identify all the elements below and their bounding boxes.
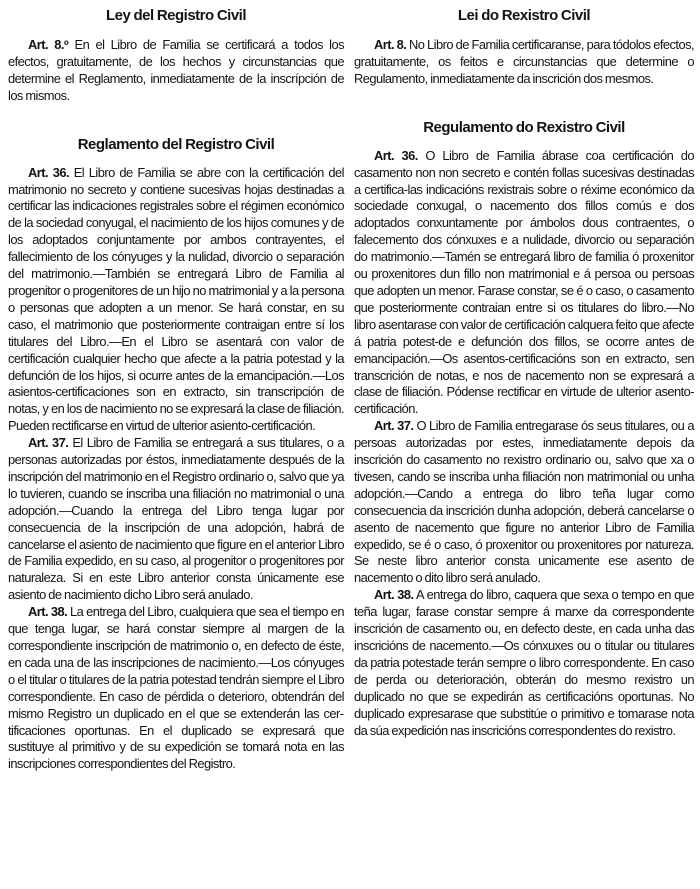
- law-title-es: Ley del Registro Civil: [105, 7, 247, 24]
- article-37-label-es: Art. 37.: [28, 435, 69, 451]
- article-36-text-es: El Libro de Familia se abre con la certificación del matrimonio no secreto y contiene sucesivas hojas destinadas a certificar las indicaciones registrales sobre el régimen económico de la sociedad conyugal, el nacimiento de los hijos comunes y de los adoptados conjuntamente por ambos contrayentes, el fallecimiento de los cónyuges y la nulidad, divorcio o separación del matrimonio.—También se entregará Libro de Familia al progenitor o progenitores de un hijo no matrimonial y a la persona o personas que adopten a un menor. Se hará constar, en su caso, el matrimonio que posteriormente contraigan entre sí los titulares del Libro.—En el Libro se asentará con valor de certificación cualquier hecho que afecte a la patria potestad y la defunción de los hijos, si ocurre antes de la emancipación.—Los asientos-certificaciones son en extracto, sin transcripción de notas, y en los de nacimiento no se expresará la clase de filiación. Pueden rectificarse en virtud de ulterior asiento-certificación.: [8, 164, 344, 434]
- regulation-articles-gl: [354, 148, 694, 740]
- article-38-gl: [354, 587, 694, 739]
- law-article-block-gl: [354, 37, 694, 88]
- galician-column: [354, 6, 694, 889]
- regulation-title-es: Reglamento del Registro Civil: [77, 135, 275, 153]
- article-36-es: [8, 165, 344, 436]
- regulation-title-gl: Regulamento do Rexistro Civil: [423, 118, 625, 136]
- article-36-label-gl: Art. 36.: [374, 147, 418, 163]
- article-38-label-es: Art. 38.: [28, 604, 68, 620]
- article-37-gl: [354, 418, 694, 587]
- article-8-es: [8, 37, 344, 105]
- regulation-articles-es: [8, 165, 344, 774]
- article-37-label-gl: Art. 37.: [374, 418, 414, 434]
- article-36-text-gl: O Libro de Familia ábrase coa certificación do casamento non non secreto e contén follas sucesivas destinadas a certifica-las indicacións rexistrais sobre o réxime económico da sociedade conxugal, o nacemento dos fillos comús e dos adoptados conxuntamente por ámbolos dous contraentes, o falecemento dos cónxuxes e a nulidade, divorcio ou separación do matrimonio.—Tamén se entregará libro de familia ó proxenitor ou proxenitores dun fillo non matrimonial e á persoa ou persoas que adopten un menor. Farase constar, se é o caso, o casamento que posteriormente contraian entre si os titulares do libro.—No libro asentarase con valor de certificación calquera feito que afecte á patria potest-de e defunción dos fillos, se ocorre antes de emancipación.—Os asentos-certificacións son en extracto, sen transcrición de notas, e nos de nacemento non se expresará a clase de filiación. Pódense rectificar en virtude de ulterior asento-certificación.: [354, 147, 694, 417]
- article-8-text-es: En el Libro de Familia se certificará a todos los efectos, gratuitamente, de los hechos y circunstancias que determine el Reglamento, inmediatamente de la inscrípción de los mismos.: [8, 37, 344, 103]
- article-38-text-gl: A entrega do libro, caquera que sexa o tempo en que teña lugar, farase constar sempre á marxe da correspondente inscrición de casamento ou, en defecto deste, en cada unha das inscricións de nacemento.—Os cónxuxes ou o titular ou titulares da patria potestade terán sempre o libro correspondente. En caso de perda ou deterioración, obterán do mesmo rexistro un duplicado no que se expedirán as certificacións oportunas. No duplicado expresarase que substitúe o primitivo e tomarase nota da súa expedición nas inscricións correspondentes do rexistro.: [354, 587, 694, 738]
- article-37-es: [8, 435, 344, 604]
- article-38-label-gl: Art. 38.: [374, 587, 414, 603]
- article-37-text-es: El Libro de Familia se entregará a sus titulares, o a personas autorizadas por éstos, inmediatamente después de la inscripción del matrimonio en el Registro ordinario o, salvo que ya lo tuvieren, cuando se inscriba una filiación no matrimonial o una adopción.—Cuando la entrega del Libro tenga lugar por consecuencia de la inscripción de una adopción, habrá de cancelarse el asiento de nacimiento que figure en el anterior Libro de Familia expedido, en su caso, al progenitor o progenitores por naturaleza. Si en este Libro anterior consta únicamente ese asiento de nacimiento dicho Libro será anulado.: [8, 435, 344, 603]
- article-36-label-es: Art. 36.: [28, 164, 69, 180]
- article-8-label-es: Art. 8.$^o$: [28, 37, 69, 52]
- article-8-label-gl: Art. 8.: [374, 37, 407, 52]
- article-38-es: [8, 604, 344, 773]
- article-37-text-gl: O Libro de Familia entregarase ós seus titulares, ou a persoas autorizadas por estes, inmediatamente depois da inscrición do casamento no rexistro ordinario ou, salvo que xa o tivesen, cando se inscriba unha filiación non matrimonial ou unha adopción.—Cando a entrega do libro teña lugar como consecuencia da inscrición dunha adopción, deberá cancelarse o asento de nacemento que figure no anterior Libro de Familia expedido, se é o caso, ó proxenitor ou proxenitores por natureza. Se neste libro anterior consta unicamente ese asento de nacemento o dito libro será anulado.: [354, 418, 694, 586]
- article-38-text-es: La entrega del Libro, cualquiera que sea el tiempo en que tenga lugar, se hará constar siempre al margen de la correspondiente inscripción de matrimonio o, en defecto de éste, en cada una de las inscripciones de nacimiento.—Los cónyuges o el titular o titulares de la patria potestad tendrán siempre el Libro correspondiente. En caso de pérdida o deterioro, obtendrán del mismo Registro un duplicado en el que se extenderán las certificaciones oportunas. En el duplicado se expresará que sustituye al primitivo y de su expedición se tomará nota en las inscripciones correspondientes del Registro.: [8, 604, 344, 772]
- article-8-gl: [354, 37, 694, 88]
- law-title-gl: Lei do Rexistro Civil: [457, 7, 591, 24]
- spanish-column: [8, 6, 344, 889]
- article-36-gl: [354, 148, 694, 419]
- article-8-text-gl: No Libro de Familia certificaranse, para tódolos efectos, gratuitamente, os feitos e circunstancias que determine o Regulamento, inmediatamente da inscrición dos mesmos.: [354, 37, 694, 86]
- law-article-block-es: [8, 37, 344, 105]
